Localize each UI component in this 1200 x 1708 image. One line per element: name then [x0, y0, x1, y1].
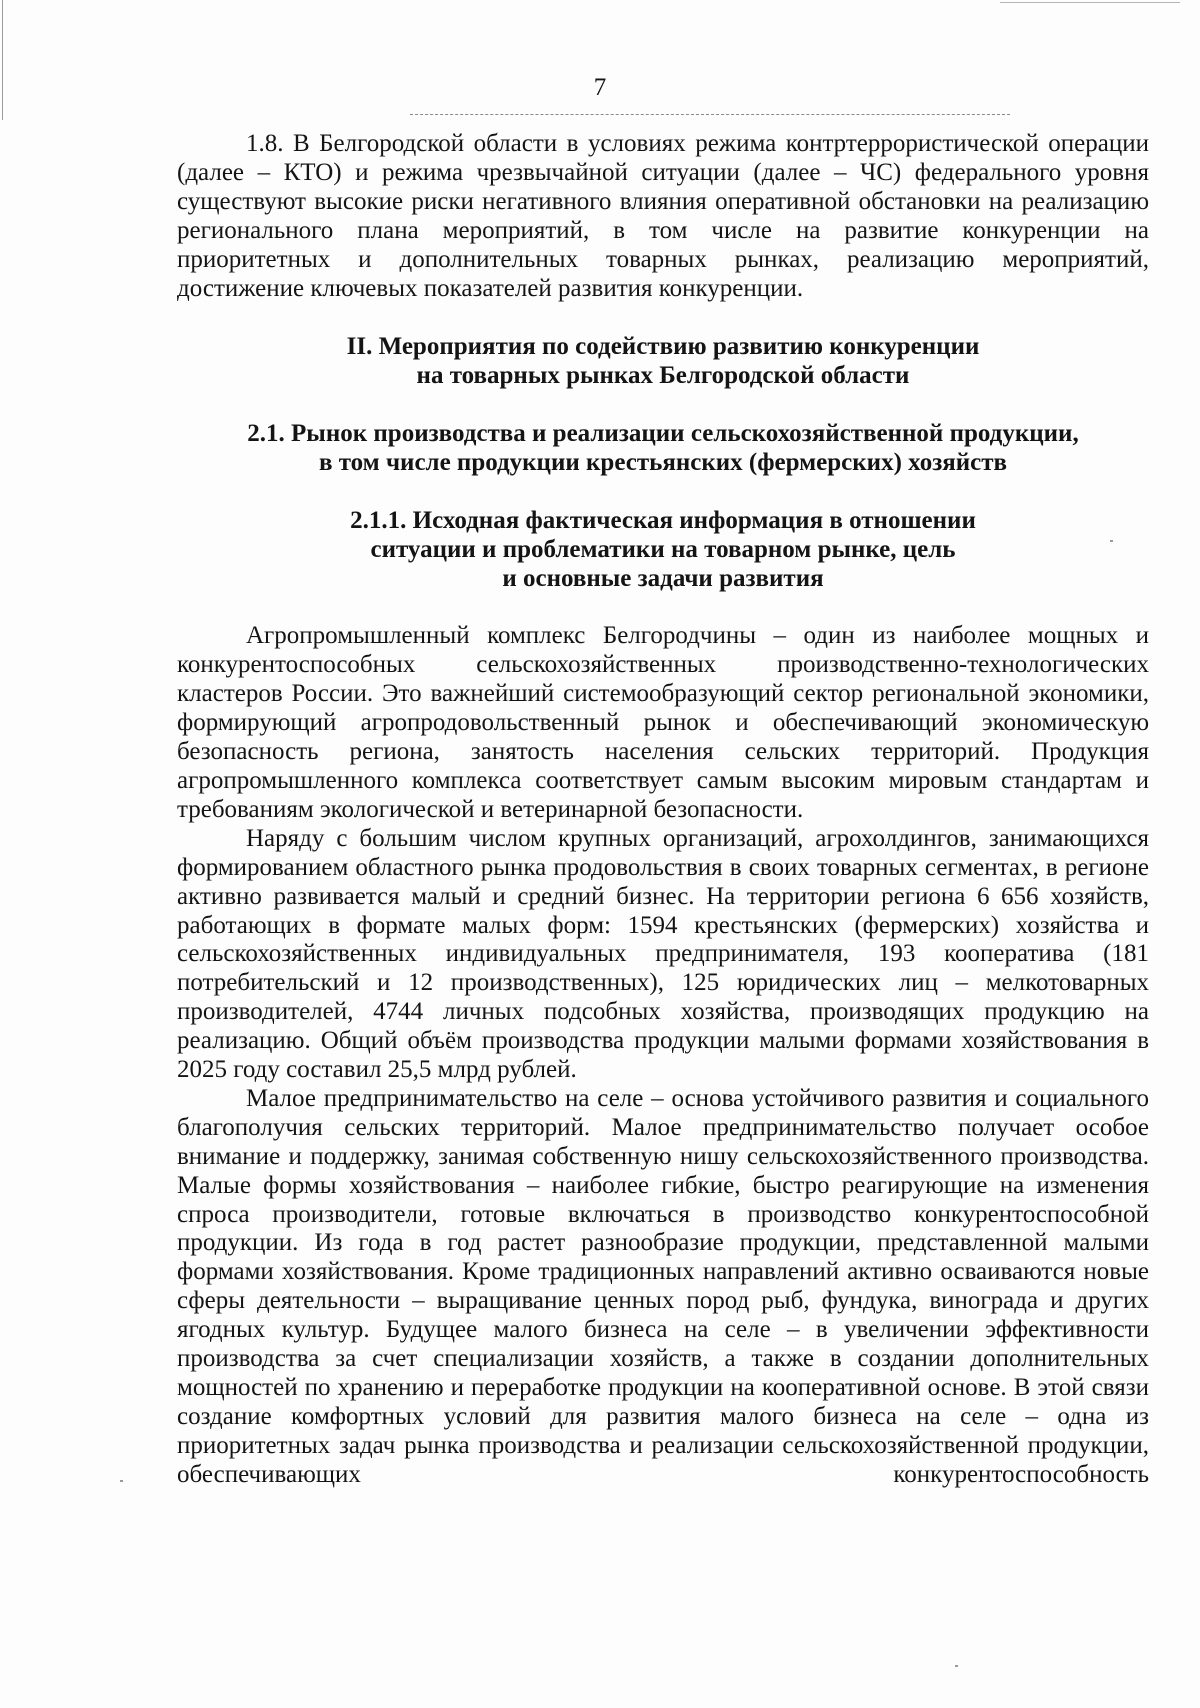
paragraph-1-8: 1.8. В Белгородской области в условиях режима контртеррористической операции (далее – КТО) и режима чрезвычайной ситуации (далее – ЧС) федерального уровня существуют высокие риски негативного влияния оперативной обстановки на реализацию регионального плана мероприятий, в том числе на развитие конкуренции на приоритетных и дополнительных товарных рынках, реализацию мероприятий, достижение ключевых показателей развития конкуренции.	[177, 130, 1149, 302]
paragraph-small-business: Наряду с большим числом крупных организаций, агрохолдингов, занимающихся формированием областного рынка продовольствия в своих товарных сегментах, в регионе активно развивается малый и средний бизнес. На территории региона 6 656 хозяйств, работающих в формате малых форм: 1594 крестьянских (фермерских) хозяйства и сельскохозяйственных индивидуальных предпринимателя, 193 кооператива (181 потребительский и 12 производственных), 125 юридических лиц – мелкотоварных производителей, 4744 личных подсобных хозяйства, производящих продукцию на реализацию. Общий объём производства продукции малыми формами хозяйствования в 2025 году составил 25,5 млрд рублей.	[177, 824, 1149, 1084]
subsection-heading	[177, 419, 1149, 477]
paragraph-agro-complex: Агропромышленный комплекс Белгородчины – один из наиболее мощных и конкурентоспособных сельскохозяйственных производственно-технологических кластеров России. Это важнейший системообразующий сектор региональной экономики, формирующий агропродовольственный рынок и обеспечивающий экономическую безопасность региона, занятость населения сельских территорий. Продукция агропромышленного комплекса соответствует самым высоким мировым стандартам и требованиям экологической и ветеринарной безопасности.	[177, 622, 1149, 823]
subsubsection-heading-line-1: 2.1.1. Исходная фактическая информация в отношении	[350, 507, 976, 535]
scan-artifact-rule	[410, 114, 1010, 115]
scan-speck	[955, 1665, 958, 1667]
section-heading-line-1: II. Мероприятия по содействию развитию конкуренции	[346, 333, 980, 361]
page-number: 7	[593, 74, 607, 101]
scan-speck	[1110, 540, 1113, 542]
section-heading-line-2: на товарных рынках Белгородской области	[416, 362, 910, 390]
document-body	[177, 130, 1149, 1490]
scan-edge-left	[2, 0, 3, 120]
subsubsection-heading	[177, 506, 1149, 593]
subsubsection-heading-line-2: ситуации и проблематики на товарном рынке, цель	[370, 536, 956, 564]
subsubsection-heading-line-3: и основные задачи развития	[502, 565, 824, 593]
subsection-heading-line-1: 2.1. Рынок производства и реализации сельскохозяйственной продукции,	[247, 420, 1079, 448]
section-heading	[177, 332, 1149, 390]
scan-speck	[120, 1480, 123, 1482]
scan-edge-top	[1000, 2, 1180, 3]
subsection-heading-line-2: в том числе продукции крестьянских (фермерских) хозяйств	[318, 449, 1008, 477]
paragraph-rural-entrepreneurship: Малое предпринимательство на селе – основа устойчивого развития и социального благополучия сельских территорий. Малое предпринимательство получает особое внимание и поддержку, занимая собственную нишу сельскохозяйственного производства. Малые формы хозяйствования – наиболее гибкие, быстро реагирующие на изменения спроса производители, готовые включаться в производство конкурентоспособной продукции. Из года в год растет разнообразие продукции, представленной малыми формами хозяйствования. Кроме традиционных направлений активно осваиваются новые сферы деятельности – выращивание ценных пород рыб, фундука, винограда и других ягодных культур. Будущее малого бизнеса на селе – в увеличении эффективности производства за счет специализации хозяйств, а также в создании дополнительных мощностей по хранению и переработке продукции на кооперативной основе. В этой связи создание комфортных условий для развития малого бизнеса на селе – одна из приоритетных задач рынка производства и реализации сельскохозяйственной продукции, обеспечивающих конкурентоспособность	[177, 1084, 1149, 1488]
